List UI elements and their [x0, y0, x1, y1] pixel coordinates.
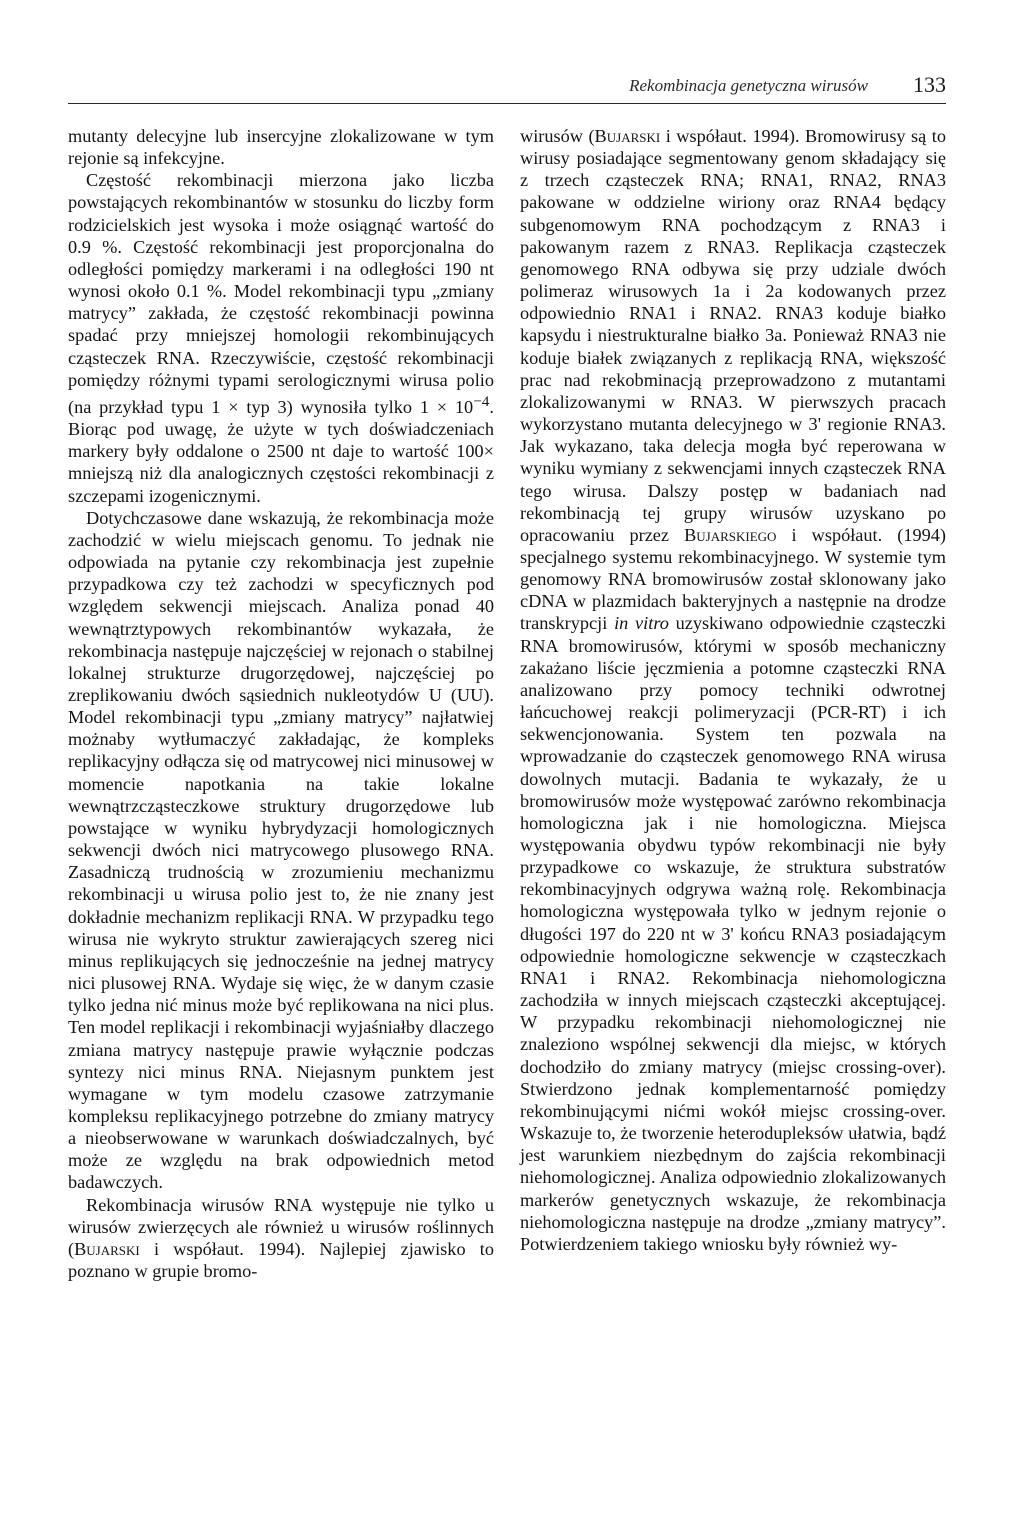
- paragraph-text: mutanty delecyjne lub insercyjne zlokalizowane w tym rejonie są infekcyjne.: [68, 126, 494, 169]
- paragraph-text: Rekombinacja wirusów RNA występuje nie tylko u wirusów zwierzęcych ale również u wirusów roślinnych (: [68, 1194, 494, 1259]
- header-rule: [68, 103, 946, 104]
- paragraph-text: i współaut. 1994). Najlepiej zjawisko to poznano w grupie bromo-: [68, 1238, 494, 1282]
- author-name: Bujarskiego: [684, 524, 777, 545]
- paragraph-recombination-frequency: [68, 169, 494, 506]
- paragraph-plant-viruses: [68, 1194, 494, 1283]
- exponent: −4: [473, 392, 490, 410]
- paragraph-text: . Biorąc pod uwagę, że użyte w tych doświadczeniach markery były oddalone o 2500 nt daje to wartość 100× mniejszą niż dla analogicznych częstości rekombinacji z szczepami izogenicznymi.: [68, 396, 494, 506]
- paragraph-continuation: [68, 125, 494, 169]
- paragraph-text: i współaut. 1994). Bromowirusy są to wirusy posiadające segmentowany genom składający się z trzech cząsteczek RNA; RNA1, RNA2, RNA3 pakowane w oddzielne wiriony oraz RNA4 będący subgenomowym RNA pochodzącym z RNA3 i pakowanym razem z RNA3. Replikacja cząsteczek genomowego RNA odbywa się przy udziale dwóch polimeraz wirusowych 1a i 2a kodowanych przez odpowiednio RNA1 i RNA2. RNA3 koduje białko kapsydu i niestrukturalne białko 3a. Ponieważ RNA3 nie koduje białek związanych z replikacją RNA, większość prac nad rekobminacją przeprowadzono z mutantami zlokalizowanymi w RNA3. W pierwszych pracach wykorzystano mutanta delecyjnego w 3' regionie RNA3. Jak wykazano, taka delecja mogła być reperowana w wyniku wymiany z sekwencjami innych cząsteczek RNA tego wirusa. Dalszy postęp w badaniach nad rekombinacją tej grupy wirusów uzyskano po opracowaniu przez: [520, 126, 946, 545]
- paragraph-text: Częstość rekombinacji mierzona jako liczba powstających rekombinantów w stosunku do liczby form rodzicielskich jest wysoka i może osiągnąć wartość do 0.9 %. Częstość rekombinacji jest proporcjonalna do odległości pomiędzy markerami i na odległości 190 nt wynosi około 0.1 %. Model rekombinacji typu „zmiany matrycy” zakłada, że częstość rekombinacji powinna spadać przy mniejszej homologii rekombinujących cząsteczek RNA. Rzeczywiście, częstość rekombinacji pomiędzy różnymi typami serologicznymi wirusa polio (na przykład typu 1 × typ 3) wynosiła tylko 1 × 10: [68, 170, 494, 417]
- author-name: Bujarski: [594, 126, 661, 146]
- right-column: [520, 125, 946, 1255]
- left-column: [68, 125, 494, 1282]
- paragraph-bromoviruses: [520, 125, 946, 1255]
- paragraph-text: wirusów (: [520, 126, 595, 146]
- paragraph-text: Dotychczasowe dane wskazują, że rekombinacja może zachodzić w wielu miejscach genomu. To jednak nie odpowiada na pytanie czy rekombinacja jest zupełnie przypadkowa czy też zachodzi w specyficznych pod względem sekwencji miejscach. Analiza ponad 40 wewnątrztypowych rekombinantów wykazała, że rekombinacja następuje najczęściej w rejonach o stabilnej lokalnej strukturze drugorzędowej, najczęściej po zreplikowaniu dwóch sąsiednich nukleotydów U (UU). Model rekombinacji typu „zmiany matrycy” najłatwiej możnaby wytłumaczyć zakładając, że kompleks replikacyjny odłącza się od matrycowej nici minusowej w momencie napotkania na takie lokalne wewnątrzcząsteczkowe struktury drugorzędowe lub powstające w wyniku hybrydyzacji homologicznych sekwencji dwóch nici matrycowego plusowego RNA. Zasadniczą trudnością w zrozumieniu mechanizmu rekombinacji u wirusa polio jest to, że nie znany jest dokładnie mechanizm replikacji RNA. W przypadku tego wirusa nie wykryto struktur zawierających szereg nici minus replikujących się jednocześnie na jednej matrycy nici plusowej RNA. Wydaje się więc, że w danym czasie tylko jedna nić minus może być replikowana na nici plus. Ten model replikacji i rekombinacji wyjaśniałby dlaczego zmiana matrycy następuje prawie wyłącznie podczas syntezy nici minus RNA. Niejasnym punktem jest wymagane w tym modelu czasowe zatrzymanie kompleksu replikacyjnego potrzebne do zmiany matrycy a nieobserwowane w warunkach doświadczalnych, być może ze względu na brak odpowiednich metod badawczych.: [68, 507, 494, 1193]
- paragraph-recombination-sites: [68, 507, 494, 1194]
- page-header: [68, 74, 946, 102]
- running-title: Rekombinacja genetyczna wirusów: [629, 76, 868, 95]
- italic-term: in vitro: [614, 613, 669, 634]
- page-number: 133: [913, 72, 946, 97]
- paragraph-text: i współaut. (1994) specjalnego systemu rekombinacyjnego. W systemie tym genomowy RNA bromowirusów został sklonowany jako cDNA w plazmidach bakteryjnych a następnie na drodze transkrypcji: [520, 524, 946, 634]
- author-name: Bujarski: [74, 1238, 140, 1259]
- paragraph-text: uzyskiwano odpowiednie cząsteczki RNA bromowirusów, którymi w sposób mechaniczny zakażano liście jęczmienia a potomne cząsteczki RNA analizowano przy pomocy techniki odwrotnej łańcuchowej reakcji polimeryzacji (PCR-RT) i ich sekwencjonowania. System ten pozwala na wprowadzanie do cząsteczek genomowego RNA wirusa dowolnych mutacji. Badania te wykazały, że u bromowirusów może występować zarówno rekombinacja homologiczna jak i nie homologiczna. Miejsca występowania obydwu typów rekombinacji nie były przypadkowe co wskazuje, że struktura substratów rekombinacyjnych odgrywa ważną rolę. Rekombinacja homologiczna występowała tylko w jednym rejonie o długości 197 do 220 nt w 3' końcu RNA3 posiadającym odpowiednie homologiczne sekwencje w cząsteczkach RNA1 i RNA2. Rekombinacja niehomologiczna zachodziła w innych miejscach cząsteczki akceptującej. W przypadku rekombinacji niehomologicznej nie znaleziono wspólnej sekwencji dla miejsc, w których dochodziło do zmiany matrycy (miejsc crossing-over). Stwierdzono jednak komplementarność pomiędzy rekombinującymi nićmi wokół miejsc crossing-over. Wskazuje to, że tworzenie heterodupleksów ułatwia, bądź jest warunkiem niezbędnym do zajścia rekombinacji niehomologicznej. Analiza odpowiednio zlokalizowanych markerów genetycznych wskazuje, że rekombinacja niehomologiczna następuje na drodze „zmiany matrycy”. Potwierdzeniem takiego wniosku były również wy-: [520, 613, 947, 1254]
